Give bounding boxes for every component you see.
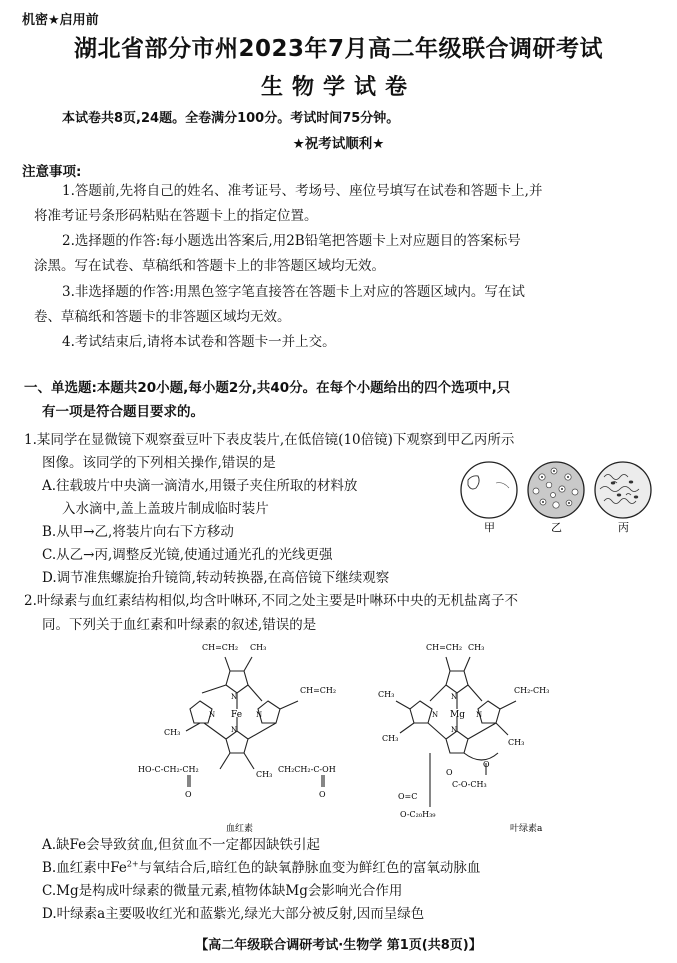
section-heading-cont: 有一项是符合题目要求的。 <box>42 404 204 420</box>
chl-label: CH₃ <box>468 643 485 652</box>
heme-caption: 血红素 <box>226 824 254 834</box>
heme-label: HO-C-CH₂-CH₂ <box>138 765 199 774</box>
q1-stem: 1.某同学在显微镜下观察蚕豆叶下表皮装片,在低倍镜(10倍镜)下观察到甲乙丙所示 <box>24 432 515 448</box>
chl-label: N <box>451 726 458 734</box>
chl-label: N <box>432 711 439 719</box>
note-line: 4.考试结束后,请将本试卷和答题卡一并上交。 <box>62 334 336 350</box>
secret-label: 机密★启用前 <box>22 13 99 28</box>
label-bing: 丙 <box>618 521 629 534</box>
exam-title: 湖北省部分市州2023年7月高二年级联合调研考试 <box>73 36 604 62</box>
heme-label: N <box>256 711 263 719</box>
note-line: 将准考证号条形码粘贴在答题卡上的指定位置。 <box>34 208 318 224</box>
heme-label: O <box>319 790 326 799</box>
view-yi <box>528 462 584 534</box>
chl-label: N <box>476 711 483 719</box>
note-line: 卷、草稿纸和答题卡的非答题区域均无效。 <box>34 309 291 325</box>
chl-label: C-O-CH₃ <box>452 780 487 789</box>
chl-label: CH=CH₂ <box>426 643 463 652</box>
heme-label: N <box>231 693 238 701</box>
chl-metal-mg: Mg <box>450 710 465 720</box>
chl-label: CH₃ <box>378 690 395 699</box>
heme-label: N <box>209 711 216 719</box>
q2-option-a: A.缺Fe会导致贫血,但贫血不一定都因缺铁引起 <box>42 837 320 853</box>
chl-label: N <box>451 693 458 701</box>
exam-info: 本试卷共8页,24题。全卷满分100分。考试时间75分钟。 <box>62 111 400 126</box>
chl-label: CH₂-CH₃ <box>514 686 550 695</box>
heme-label: CH=CH₂ <box>300 686 337 695</box>
view-jia <box>461 462 517 534</box>
chl-label: O-C₂₀H₃₉ <box>400 810 436 819</box>
section-heading: 一、单选题:本题共20小题,每小题2分,共40分。在每个小题给出的四个选项中,只 <box>24 380 511 396</box>
heme-metal-fe: Fe <box>231 710 243 720</box>
heme-label: N <box>231 726 238 734</box>
heme-label: CH₃ <box>256 770 273 779</box>
heme-label: CH₃ <box>250 643 267 652</box>
chl-label: CH₃ <box>382 734 399 743</box>
q1-option-a: A.往载玻片中央滴一滴清水,用镊子夹住所取的材料放 <box>42 478 358 494</box>
q1-stem-cont: 图像。该同学的下列相关操作,错误的是 <box>42 455 276 471</box>
label-jia: 甲 <box>484 521 495 534</box>
heme-label: CH₂CH₂-C-OH <box>278 765 336 774</box>
chl-caption: 叶绿素a <box>510 824 543 834</box>
fe-charge: 2+ <box>126 859 139 869</box>
view-bing <box>595 462 651 534</box>
notes-title: 注意事项: <box>22 164 82 180</box>
q2-option-b-text-cont: 与氧结合后,暗红色的缺氧静脉血变为鲜红色的富氧动脉血 <box>138 860 481 876</box>
good-luck-line: ★祝考试顺利★ <box>292 136 385 152</box>
molecule-figure <box>130 635 570 835</box>
q1-option-c: C.从乙→丙,调整反光镜,使通过通光孔的光线更强 <box>42 547 333 563</box>
chl-label: O <box>483 760 490 769</box>
q1-option-a-cont: 入水滴中,盖上盖玻片制成临时装片 <box>62 501 269 517</box>
label-yi: 乙 <box>551 521 562 534</box>
note-line: 涂黑。写在试卷、草稿纸和答题卡上的非答题区域均无效。 <box>34 258 385 274</box>
q2-option-c: C.Mg是构成叶绿素的微量元素,植物体缺Mg会影响光合作用 <box>42 883 403 899</box>
microscope-figure <box>456 455 661 535</box>
heme-label: CH=CH₂ <box>202 643 239 652</box>
q2-option-b-text: B.血红素中Fe <box>42 860 127 876</box>
q2-stem: 2.叶绿素与血红素结构相似,均含叶啉环,不同之处主要是叶啉环中央的无机盐离子不 <box>24 593 518 609</box>
heme-label: O <box>185 790 192 799</box>
exam-subject: 生物学试卷 <box>260 75 416 100</box>
q2-option-d: D.叶绿素a主要吸收红光和蓝紫光,绿光大部分被反射,因而呈绿色 <box>42 906 425 922</box>
chl-label: CH₃ <box>508 738 525 747</box>
q1-option-b: B.从甲→乙,将装片向右下方移动 <box>42 524 234 540</box>
q1-option-d: D.调节准焦螺旋抬升镜筒,转动转换器,在高倍镜下继续观察 <box>42 570 390 586</box>
q2-stem-cont: 同。下列关于血红素和叶绿素的叙述,错误的是 <box>42 617 317 633</box>
heme-label: CH₃ <box>164 728 181 737</box>
note-line: 1.答题前,先将自己的姓名、准考证号、考场号、座位号填写在试卷和答题卡上,并 <box>62 183 543 199</box>
chl-label: O <box>446 768 453 777</box>
note-line: 2.选择题的作答:每小题选出答案后,用2B铅笔把答题卡上对应题目的答案标号 <box>62 233 521 249</box>
q2-option-b <box>42 857 480 880</box>
page-footer: 【高二年级联合调研考试·生物学 第1页(共8页)】 <box>195 938 482 953</box>
note-line: 3.非选择题的作答:用黑色签字笔直接答在答题卡上对应的答题区域内。写在试 <box>62 284 525 300</box>
chl-label: O=C <box>398 792 418 801</box>
